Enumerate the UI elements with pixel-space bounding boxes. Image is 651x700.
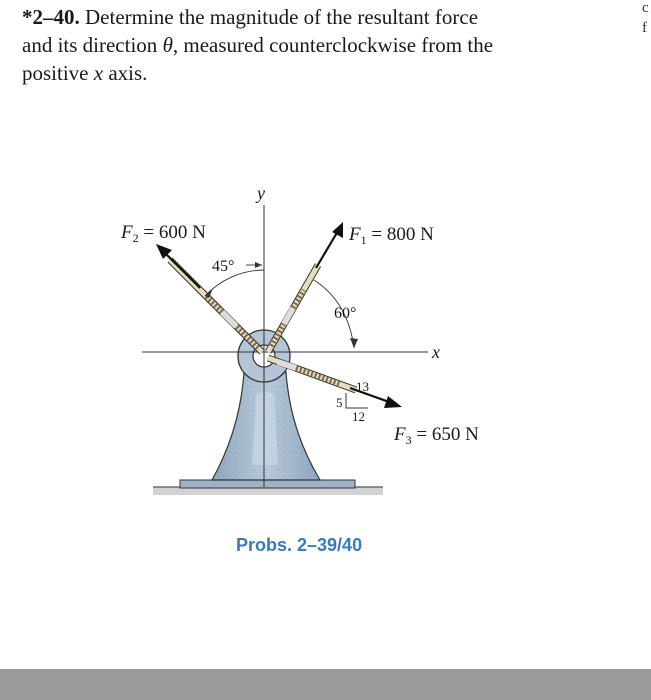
angle-60-label: 60° [334,305,357,322]
base-plate [180,480,355,488]
problem-text-2b: , measured counterclockwise from the [172,33,494,57]
angle-45-arrow-right [255,262,262,268]
f2-label: $F_2 = 600$ N [121,222,206,245]
post-highlight [252,392,278,466]
x-axis-label: x [432,342,440,362]
problem-number: *2–40. [22,5,80,29]
cut-off-char-bottom: f [642,20,647,36]
problem-text-1: Determine the magnitude of the resultant force [85,5,479,29]
theta-symbol: θ [162,33,173,57]
problem-text-2a: and its direction [22,33,163,57]
slope-13: 13 [356,379,369,394]
f1-label: $F_1 = 800$ N [349,224,434,247]
y-axis-label: y [257,183,265,203]
problem-text-3a: positive [22,61,94,85]
f3-arrowhead [384,396,402,408]
f2-arrow-shaft [164,252,200,288]
f3-label: $F_3 = 650$ N [394,424,479,447]
figure-caption: Probs. 2–39/40 [236,535,363,555]
cut-off-char-top: c [642,0,649,16]
f1-arrowhead [332,222,343,238]
slope-5: 5 [336,395,343,410]
slope-12: 12 [352,409,365,424]
slope-triangle [346,393,368,408]
angle-60-arrow [350,338,358,348]
f1-rope [268,265,318,352]
angle-45-label: 45° [212,258,235,275]
bottom-bar [0,669,651,700]
f1-arrow-shaft [316,231,338,268]
x-symbol: x [93,61,104,85]
problem-text-3b: axis. [103,61,148,85]
